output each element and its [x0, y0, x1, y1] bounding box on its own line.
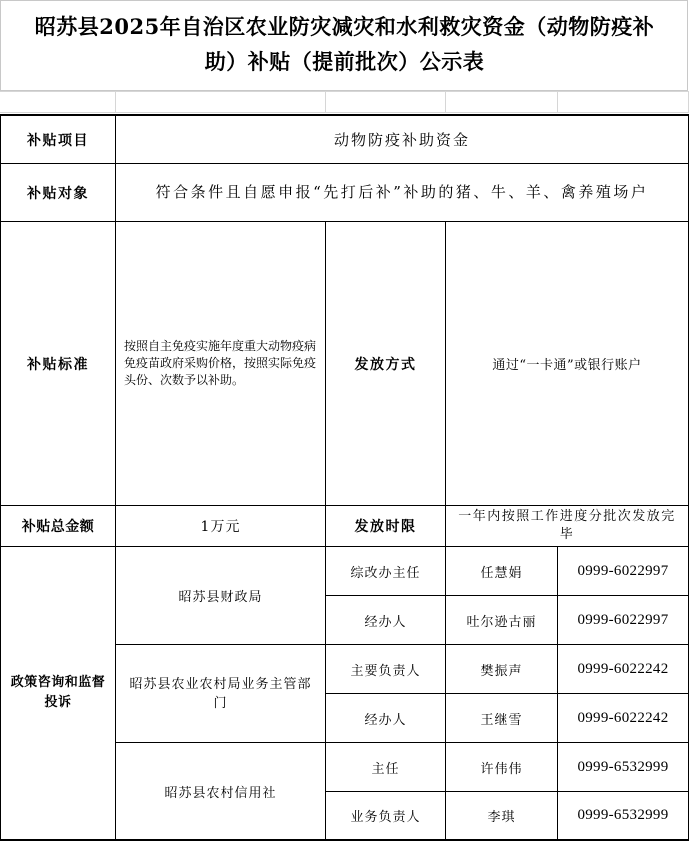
contact-phone: 0999-6532999 — [577, 758, 669, 775]
contact-phone: 0999-6022242 — [577, 660, 669, 677]
item-label: 补贴项目 — [27, 132, 89, 149]
contact-unit: 昭苏县农业农村局业务主管部门 — [129, 676, 312, 711]
contact-role: 主任 — [371, 761, 400, 777]
contact-phone: 0999-6022997 — [577, 562, 669, 579]
contact-name: 任慧娟 — [480, 565, 523, 581]
time-label: 发放时限 — [354, 519, 417, 535]
contact-name: 许伟伟 — [480, 761, 523, 777]
contact-unit: 昭苏县财政局 — [178, 590, 263, 605]
contact-name: 吐尔逊古丽 — [466, 614, 537, 630]
method-label: 发放方式 — [354, 356, 417, 373]
time-value: 一年内按照工作进度分批次发放完毕 — [458, 509, 676, 542]
contact-name: 樊振声 — [480, 663, 523, 679]
contact-name: 王继雪 — [480, 712, 523, 728]
title-line-2: 助）补贴（提前批次）公示表 — [204, 49, 485, 74]
amount-label: 补贴总金额 — [21, 519, 95, 535]
contact-role: 业务负责人 — [350, 810, 421, 825]
gridline — [0, 112, 689, 113]
gridline — [557, 91, 558, 113]
amount-value: 1万元 — [200, 519, 241, 535]
page-title — [0, 9, 689, 79]
title-line-1: 昭苏县2025年自治区农业防灾减灾和水利救灾资金（动物防疫补 — [34, 14, 655, 39]
gridline — [115, 91, 116, 113]
standard-value: 按照自主免疫实施年度重大动物疫病免疫苗政府采购价格，按照实际免疫头份、次数予以补助。 — [124, 339, 317, 387]
gridline — [325, 91, 326, 113]
contact-phone: 0999-6022242 — [577, 709, 669, 726]
contact-phone: 0999-6022997 — [577, 611, 669, 628]
standard-label: 补贴标准 — [27, 356, 89, 373]
contact-phone: 0999-6532999 — [577, 807, 669, 823]
item-value: 动物防疫补助资金 — [333, 131, 470, 149]
target-value: 符合条件且自愿申报“先打后补”补助的猪、牛、羊、禽养殖场户 — [155, 183, 649, 201]
method-value: 通过“一卡通”或银行账户 — [492, 358, 642, 373]
contact-role: 综改办主任 — [350, 565, 421, 581]
contact-role: 经办人 — [364, 614, 407, 630]
contact-role: 主要负责人 — [350, 663, 421, 679]
target-label: 补贴对象 — [27, 185, 89, 202]
contact-label: 政策咨询和监督投诉 — [10, 675, 106, 710]
gridline — [0, 91, 689, 92]
contact-unit: 昭苏县农村信用社 — [164, 785, 277, 801]
gridline — [445, 91, 446, 113]
contact-name: 李琪 — [487, 810, 516, 825]
contact-role: 经办人 — [364, 712, 407, 728]
